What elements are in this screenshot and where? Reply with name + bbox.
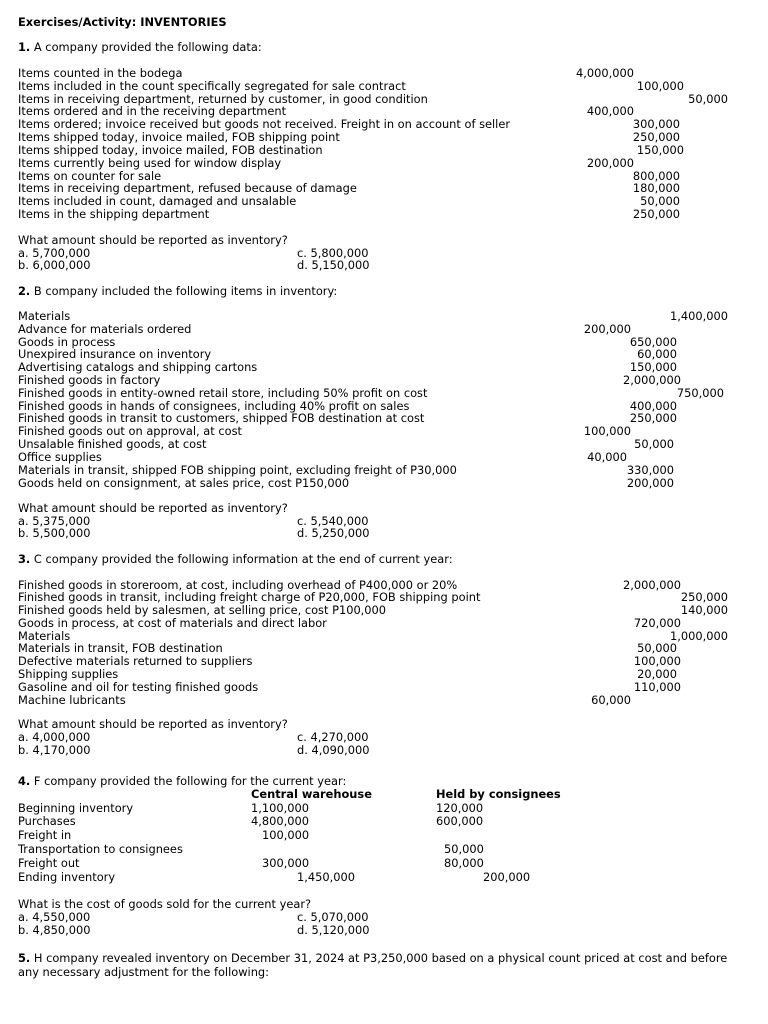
q1-item-amount: 50,000 <box>640 194 680 208</box>
q2-item-label: Finished goods out on approval, at cost <box>18 424 242 438</box>
q3-item-amount: 1,000,000 <box>670 629 728 643</box>
q1-item-amount: 100,000 <box>636 79 684 93</box>
q4-consignee-value: 80,000 <box>444 856 484 870</box>
q1-item-amount: 250,000 <box>632 207 680 221</box>
q1-item-amount: 180,000 <box>632 181 680 195</box>
q1-item-label: Items ordered; invoice received but goods not received. Freight in on account of seller <box>18 117 511 131</box>
q2-item-amount: 100,000 <box>583 424 631 438</box>
q1-item-amount: 300,000 <box>632 117 680 131</box>
q3-item-amount: 720,000 <box>633 616 681 630</box>
q2-choice-c: c. 5,540,000 <box>297 514 369 528</box>
q2-item-label: Office supplies <box>18 450 102 464</box>
q1-item-label: Items in the shipping department <box>18 207 210 221</box>
q3-choice-a: a. 4,000,000 <box>18 730 91 744</box>
q3-item-label: Materials in transit, FOB destination <box>18 641 223 655</box>
q1-item-label: Items shipped today, invoice mailed, FOB destination <box>18 143 323 157</box>
q2-item-label: Unexpired insurance on inventory <box>18 347 212 361</box>
q1-choice-a: a. 5,700,000 <box>18 246 91 260</box>
q1-item-amount: 4,000,000 <box>576 66 634 80</box>
q1-heading <box>18 41 262 54</box>
q4-consignee-value: 50,000 <box>444 842 484 856</box>
q4-row-label: Ending inventory <box>18 870 116 884</box>
q4-row-label: Beginning inventory <box>18 801 134 815</box>
q1-item-amount: 250,000 <box>632 130 680 144</box>
q1-item-label: Items included in count, damaged and unsalable <box>18 194 297 208</box>
q2-item-label: Advance for materials ordered <box>18 322 192 336</box>
q4-row-label: Freight in <box>18 828 72 842</box>
q4-intro: F company provided the following for the current year: <box>33 774 347 788</box>
q2-item-label: Materials <box>18 309 71 323</box>
q2-item-label: Finished goods in hands of consignees, including 40% profit on sales <box>18 399 410 413</box>
q3-item-label: Goods in process, at cost of materials and direct labor <box>18 616 327 630</box>
q3-item-label: Materials <box>18 629 71 643</box>
q3-heading <box>18 553 453 566</box>
q1-item-label: Items on counter for sale <box>18 169 162 183</box>
q2-item-amount: 250,000 <box>629 411 677 425</box>
q2-item-label: Goods in process <box>18 335 116 349</box>
q5-line-2: any necessary adjustment for the following: <box>18 965 269 979</box>
q3-item-label: Gasoline and oil for testing finished goods <box>18 680 259 694</box>
q4-choice-d: d. 5,120,000 <box>297 923 370 937</box>
q4-choice-a: a. 4,550,000 <box>18 910 91 924</box>
q4-consignee-value: 200,000 <box>483 870 531 884</box>
q1-item-label: Items shipped today, invoice mailed, FOB shipping point <box>18 130 340 144</box>
q1-item-label: Items included in the count specifically segregated for sale contract <box>18 79 406 93</box>
q4-consignee-value: 120,000 <box>436 801 484 815</box>
q3-item-amount: 50,000 <box>637 641 677 655</box>
q2-item-label: Finished goods in factory <box>18 373 161 387</box>
q4-central-value: 300,000 <box>262 856 310 870</box>
q3-number: 3. <box>18 552 31 566</box>
q2-heading <box>18 285 337 298</box>
q2-choice-d: d. 5,250,000 <box>297 526 370 540</box>
q3-item-amount: 110,000 <box>633 680 681 694</box>
q2-item-amount: 200,000 <box>583 322 631 336</box>
q2-item-amount: 750,000 <box>676 386 724 400</box>
q1-item-label: Items counted in the bodega <box>18 66 183 80</box>
q1-item-amount: 50,000 <box>688 92 728 106</box>
q4-row-label: Transportation to consignees <box>18 842 183 856</box>
q2-item-label: Goods held on consignment, at sales price, cost P150,000 <box>18 476 350 490</box>
q1-choice-d: d. 5,150,000 <box>297 258 370 272</box>
q3-item-label: Finished goods in storeroom, at cost, including overhead of P400,000 or 20% <box>18 578 458 592</box>
q4-col-header-central: Central warehouse <box>251 787 372 801</box>
q2-item-amount: 50,000 <box>634 437 674 451</box>
q3-item-label: Shipping supplies <box>18 667 119 681</box>
q3-item-label: Machine lubricants <box>18 693 126 707</box>
q4-consignee-value: 600,000 <box>436 814 484 828</box>
q3-choice-d: d. 4,090,000 <box>297 743 370 757</box>
q2-item-amount: 330,000 <box>626 463 674 477</box>
q1-item-label: Items in receiving department, refused because of damage <box>18 181 357 195</box>
q4-central-value: 1,450,000 <box>297 870 355 884</box>
q2-item-label: Finished goods in transit to customers, shipped FOB destination at cost <box>18 411 425 425</box>
q3-item-label: Defective materials returned to suppliers <box>18 654 253 668</box>
q1-choice-b: b. 6,000,000 <box>18 258 91 272</box>
document-title: Exercises/Activity: INVENTORIES <box>18 15 227 29</box>
q3-choice-b: b. 4,170,000 <box>18 743 91 757</box>
q3-choice-c: c. 4,270,000 <box>297 730 369 744</box>
q2-item-label: Unsalable finished goods, at cost <box>18 437 207 451</box>
q2-choice-b: b. 5,500,000 <box>18 526 91 540</box>
q1-item-label: Items in receiving department, returned by customer, in good condition <box>18 92 428 106</box>
q2-choice-a: a. 5,375,000 <box>18 514 91 528</box>
q2-item-amount: 650,000 <box>629 335 677 349</box>
q2-item-amount: 1,400,000 <box>670 309 728 323</box>
q3-item-amount: 60,000 <box>591 693 631 707</box>
q2-item-label: Materials in transit, shipped FOB shipping point, excluding freight of P30,000 <box>18 463 457 477</box>
q3-item-amount: 140,000 <box>680 603 728 617</box>
q5-number: 5. <box>18 951 31 965</box>
q2-number: 2. <box>18 284 31 298</box>
q2-item-label: Advertising catalogs and shipping cartons <box>18 360 258 374</box>
q4-central-value: 1,100,000 <box>251 801 309 815</box>
q4-col-header-consignees: Held by consignees <box>436 787 561 801</box>
q4-number: 4. <box>18 774 31 788</box>
q2-item-amount: 40,000 <box>587 450 627 464</box>
q1-number: 1. <box>18 40 31 54</box>
q2-item-amount: 200,000 <box>626 476 674 490</box>
q1-item-amount: 150,000 <box>636 143 684 157</box>
q1-item-label: Items currently being used for window display <box>18 156 282 170</box>
q4-central-value: 100,000 <box>262 828 310 842</box>
q3-item-amount: 250,000 <box>680 590 728 604</box>
q1-item-amount: 800,000 <box>632 169 680 183</box>
q3-item-amount: 100,000 <box>633 654 681 668</box>
q1-intro: A company provided the following data: <box>33 40 262 54</box>
q3-question: What amount should be reported as inventory? <box>18 717 288 731</box>
q3-item-amount: 20,000 <box>637 667 677 681</box>
q3-intro: C company provided the following information at the end of current year: <box>33 552 453 566</box>
q2-intro: B company included the following items in inventory: <box>33 284 338 298</box>
q2-item-amount: 150,000 <box>629 360 677 374</box>
q3-item-amount: 2,000,000 <box>623 578 681 592</box>
q2-item-amount: 60,000 <box>637 347 677 361</box>
q1-item-amount: 200,000 <box>586 156 634 170</box>
q2-question: What amount should be reported as inventory? <box>18 501 288 515</box>
q2-item-amount: 2,000,000 <box>623 373 681 387</box>
q1-item-amount: 400,000 <box>586 104 634 118</box>
q4-choice-b: b. 4,850,000 <box>18 923 91 937</box>
q2-item-label: Finished goods in entity-owned retail store, including 50% profit on cost <box>18 386 428 400</box>
q3-item-label: Finished goods in transit, including freight charge of P20,000, FOB shipping point <box>18 590 481 604</box>
q4-row-label: Freight out <box>18 856 80 870</box>
q5-text: H company revealed inventory on December 31, 2024 at P3,250,000 based on a physical count priced at cost and before <box>33 951 728 965</box>
q3-item-label: Finished goods held by salesmen, at selling price, cost P100,000 <box>18 603 387 617</box>
q4-choice-c: c. 5,070,000 <box>297 910 369 924</box>
q4-central-value: 4,800,000 <box>251 814 309 828</box>
q1-question: What amount should be reported as inventory? <box>18 233 288 247</box>
q4-question: What is the cost of goods sold for the current year? <box>18 897 312 911</box>
q1-item-label: Items ordered and in the receiving department <box>18 104 287 118</box>
q1-choice-c: c. 5,800,000 <box>297 246 369 260</box>
q5-line-1 <box>18 952 727 965</box>
q2-item-amount: 400,000 <box>629 399 677 413</box>
q4-row-label: Purchases <box>18 814 76 828</box>
